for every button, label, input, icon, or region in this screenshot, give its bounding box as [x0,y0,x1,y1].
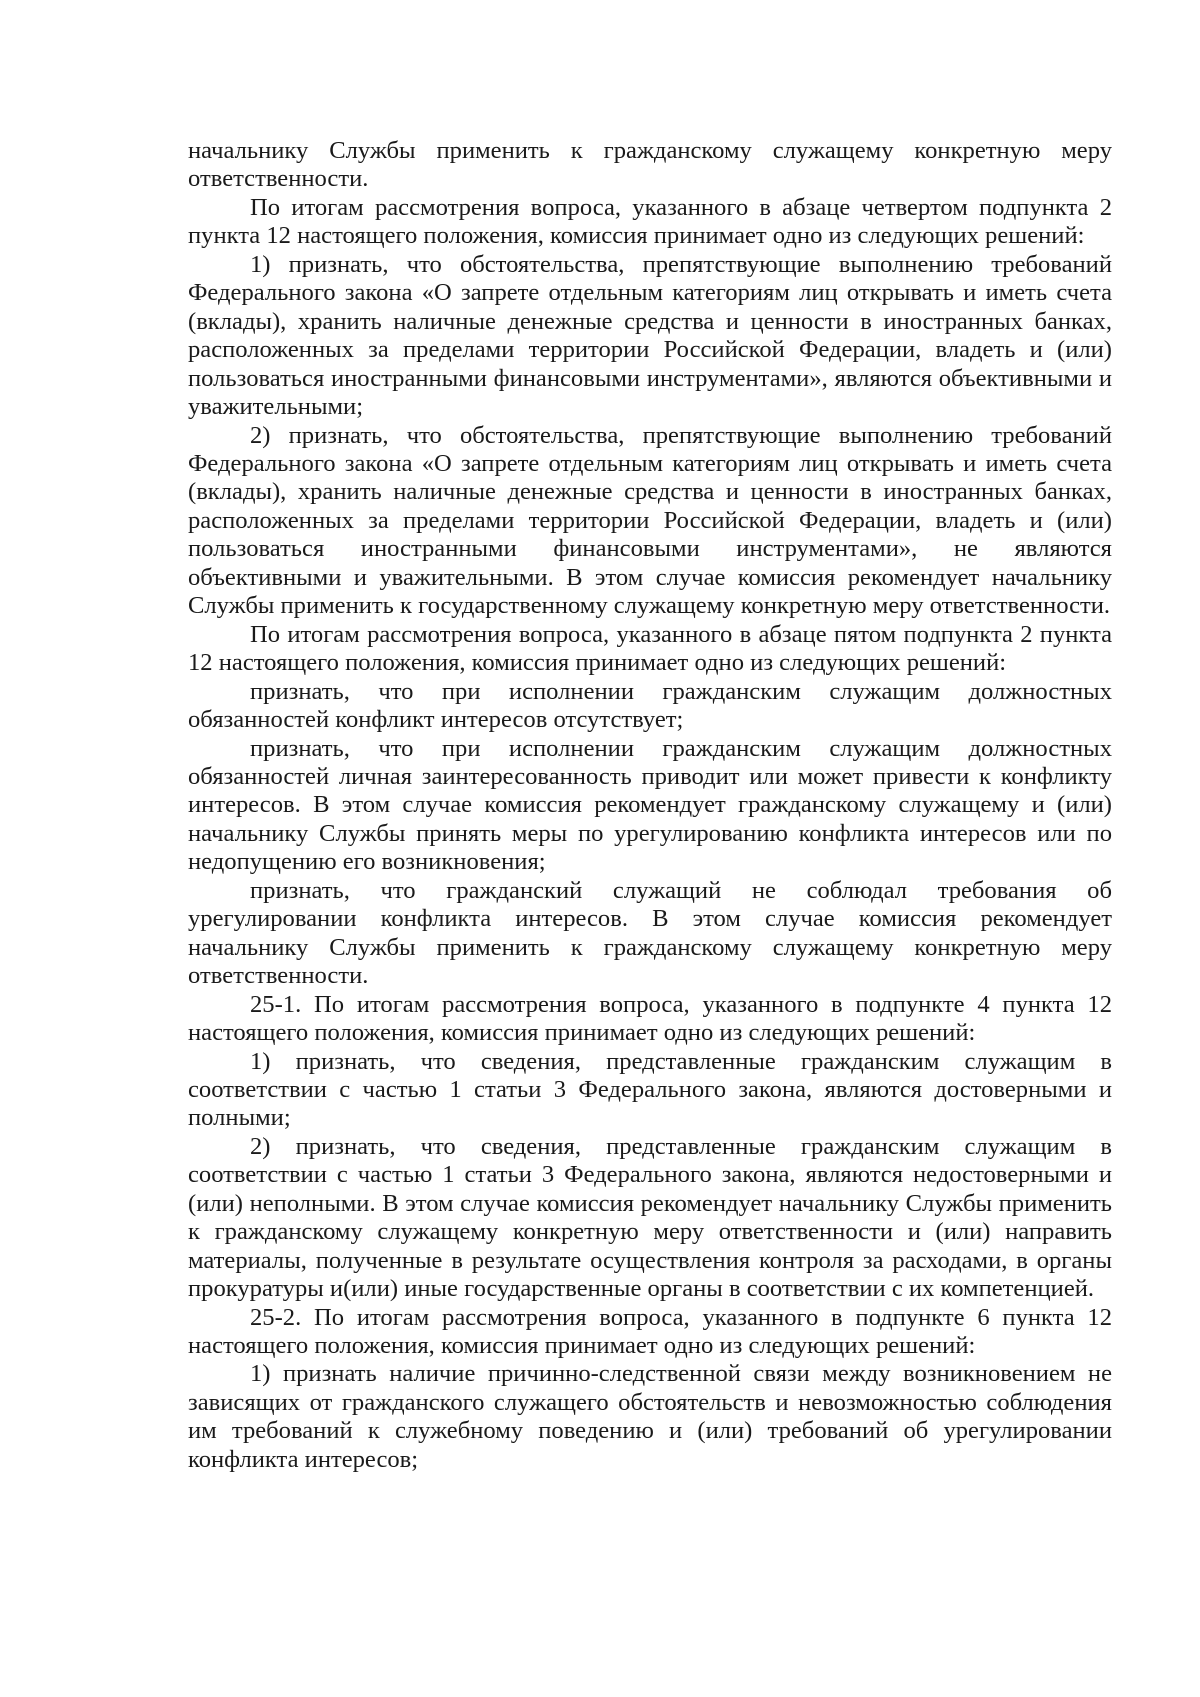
paragraph-25-1-item-2: 2) признать, что сведения, представленные гражданским служащим в соответствии с частью 1 статьи 3 Федерального закона, являются недостоверными и (или) неполными. В этом случае комиссия рекомендует начальнику Службы применить к гражданскому служащему конкретную меру ответственности и (или) направить материалы, полученные в результате осуществления контроля за расходами, в органы прокуратуры и(или) иные государственные органы в соответствии с их компетенцией. [188,1132,1112,1303]
paragraph-clause-5-intro: По итогам рассмотрения вопроса, указанного в абзаце пятом подпункта 2 пункта 12 настоящего положения, комиссия принимает одно из следующих решений: [188,620,1112,677]
paragraph-clause-5-item-2: признать, что при исполнении гражданским служащим должностных обязанностей личная заинтересованность приводит или может привести к конфликту интересов. В этом случае комиссия рекомендует гражданскому служащему и (или) начальнику Службы принять меры по урегулированию конфликта интересов или по недопущению его возникновения; [188,734,1112,876]
paragraph-25-2-intro: 25-2. По итогам рассмотрения вопроса, указанного в подпункте 6 пункта 12 настоящего положения, комиссия принимает одно из следующих решений: [188,1303,1112,1360]
paragraph-clause-4-intro: По итогам рассмотрения вопроса, указанного в абзаце четвертом подпункта 2 пункта 12 настоящего положения, комиссия принимает одно из следующих решений: [188,193,1112,250]
document-body [188,137,1112,1474]
paragraph-25-1-item-1: 1) признать, что сведения, представленные гражданским служащим в соответствии с частью 1 статьи 3 Федерального закона, являются достоверными и полными; [188,1047,1112,1132]
paragraph-clause-5-item-1: признать, что при исполнении гражданским служащим должностных обязанностей конфликт интересов отсутствует; [188,677,1112,734]
paragraph-clause-5-item-3: признать, что гражданский служащий не соблюдал требования об урегулировании конфликта интересов. В этом случае комиссия рекомендует начальнику Службы применить к гражданскому служащему конкретную меру ответственности. [188,876,1112,990]
paragraph-continuation: начальнику Службы применить к гражданскому служащему конкретную меру ответственности. [188,137,1112,193]
paragraph-25-2-item-1: 1) признать наличие причинно-следственной связи между возникновением не зависящих от гражданского служащего обстоятельств и невозможностью соблюдения им требований к служебному поведению и (или) требований об урегулировании конфликта интересов; [188,1360,1112,1473]
paragraph-25-1-intro: 25-1. По итогам рассмотрения вопроса, указанного в подпункте 4 пункта 12 настоящего положения, комиссия принимает одно из следующих решений: [188,990,1112,1047]
paragraph-clause-4-item-2: 2) признать, что обстоятельства, препятствующие выполнению требований Федерального закона «О запрете отдельным категориям лиц открывать и иметь счета (вклады), хранить наличные денежные средства и ценности в иностранных банках, расположенных за пределами территории Российской Федерации, владеть и (или) пользоваться иностранными финансовыми инструментами», не являются объективными и уважительными. В этом случае комиссия рекомендует начальнику Службы применить к государственному служащему конкретную меру ответственности. [188,421,1112,620]
paragraph-clause-4-item-1: 1) признать, что обстоятельства, препятствующие выполнению требований Федерального закона «О запрете отдельным категориям лиц открывать и иметь счета (вклады), хранить наличные денежные средства и ценности в иностранных банках, расположенных за пределами территории Российской Федерации, владеть и (или) пользоваться иностранными финансовыми инструментами», являются объективными и уважительными; [188,250,1112,421]
